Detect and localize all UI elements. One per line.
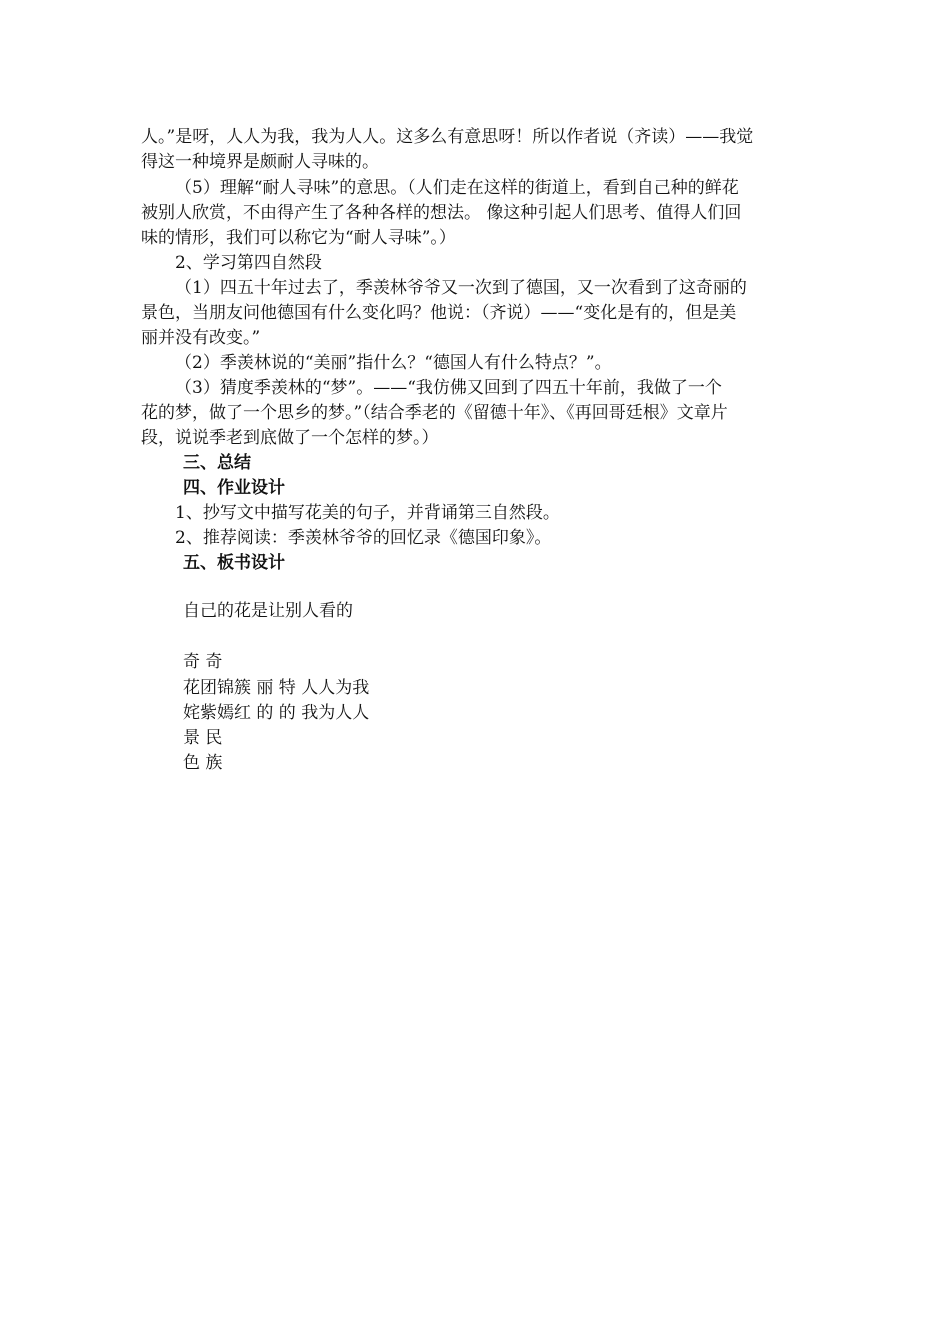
section-heading-homework: 四、作业设计 (183, 478, 285, 498)
board-title: 自己的花是让别人看的 (183, 601, 353, 621)
paragraph-line: 被别人欣赏，不由得产生了各种各样的想法。 像这种引起人们思考、值得人们回 (141, 203, 742, 223)
paragraph-line: （3）猜度季羡林的“梦”。——“我仿佛又回到了四五十年前，我做了一个 (175, 378, 722, 398)
paragraph-line: （2）季羡林说的“美丽”指什么？“德国人有什么特点？”。 (175, 353, 612, 373)
section-subtitle: 2、学习第四自然段 (175, 253, 322, 273)
board-line: 花团锦簇 丽 特 人人为我 (183, 678, 370, 698)
homework-item: 2、推荐阅读：季羡林爷爷的回忆录《德国印象》。 (175, 528, 552, 548)
paragraph-line: （5）理解“耐人寻味”的意思。（人们走在这样的街道上，看到自己种的鲜花 (175, 178, 739, 198)
paragraph-line: 人。”是呀，人人为我，我为人人。这多么有意思呀！所以作者说（齐读）——我觉 (141, 127, 754, 147)
paragraph-line: 花的梦，做了一个思乡的梦。”（结合季老的《留德十年》、《再回哥廷根》文章片 (141, 403, 728, 423)
homework-item: 1、抄写文中描写花美的句子，并背诵第三自然段。 (175, 503, 560, 523)
board-line: 景 民 (183, 728, 223, 748)
section-heading-summary: 三、总结 (183, 453, 251, 473)
board-line: 奇 奇 (183, 652, 223, 672)
board-line: 色 族 (183, 753, 223, 773)
board-line: 姹紫嫣红 的 的 我为人人 (183, 703, 370, 723)
paragraph-line: 得这一种境界是颇耐人寻味的。 (141, 152, 379, 172)
paragraph-line: 丽并没有改变。” (141, 328, 261, 348)
paragraph-line: 景色，当朋友问他德国有什么变化吗？他说：（齐说）——“变化是有的，但是美 (141, 303, 737, 323)
paragraph-line: 味的情形，我们可以称它为“耐人寻味”。） (141, 228, 456, 248)
paragraph-line: （1）四五十年过去了，季羡林爷爷又一次到了德国，又一次看到了这奇丽的 (175, 278, 747, 298)
section-heading-board: 五、板书设计 (183, 553, 285, 573)
paragraph-line: 段，说说季老到底做了一个怎样的梦。） (141, 428, 439, 448)
